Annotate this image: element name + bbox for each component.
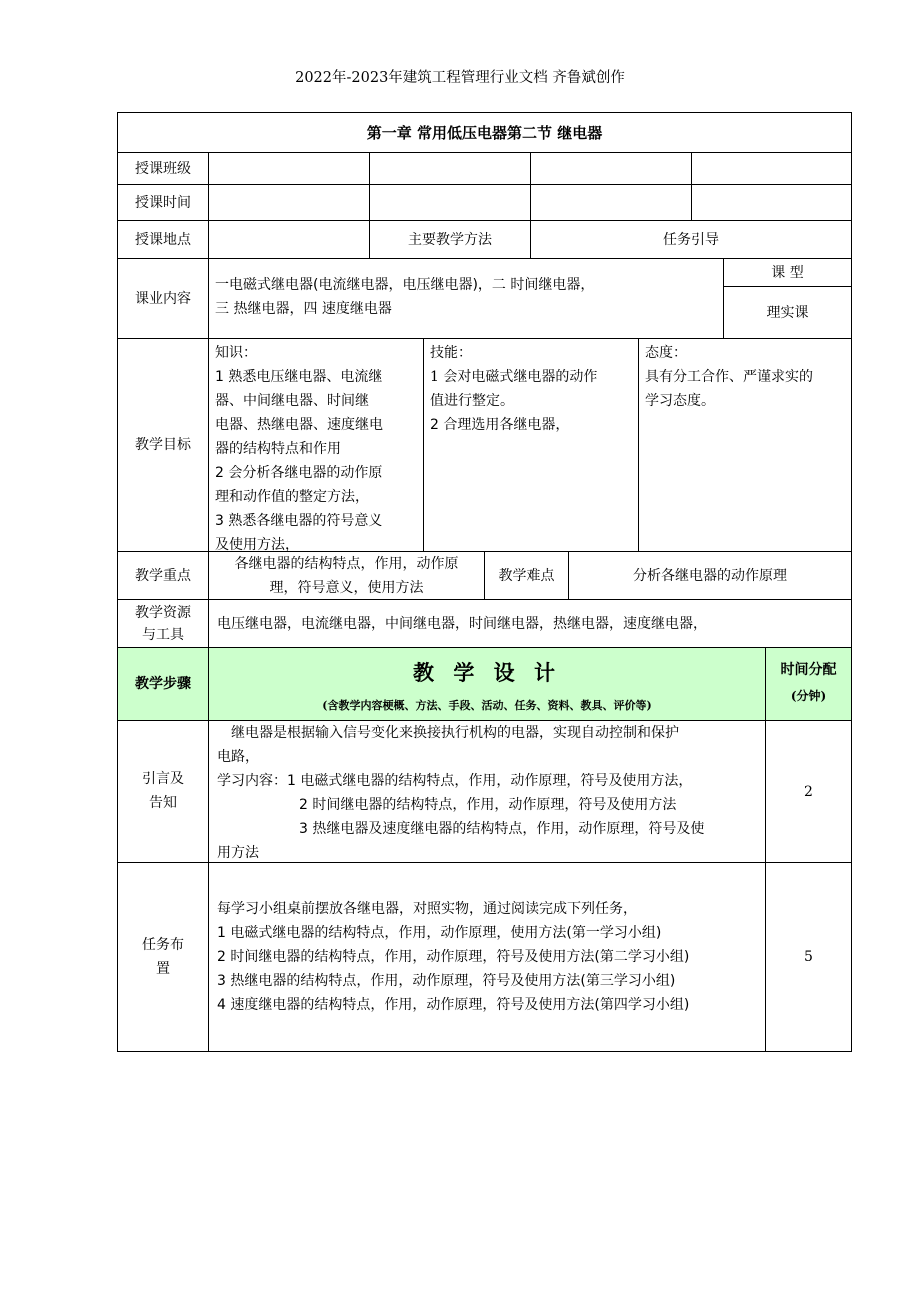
content-value [209, 259, 724, 339]
knowledge-line: 理和动作值的整定方法， [215, 489, 369, 505]
step-line: 3 热继电器及速度继电器的结构特点，作用，动作原理，符号及使 [299, 821, 705, 837]
step-line: 用方法 [217, 845, 259, 861]
step-line: 2 时间继电器的结构特点，作用，动作原理，符号及使用方法 [299, 797, 677, 813]
time-cell-2[interactable] [370, 185, 531, 221]
key-line-2: 理，符号意义，使用方法 [269, 580, 424, 596]
knowledge-line: 器的结构特点和作用 [215, 441, 341, 457]
step-time: 5 [804, 949, 813, 965]
knowledge-line: 1 熟悉电压继电器、电流继 [215, 369, 383, 385]
type-label: 课 型 [724, 259, 851, 287]
step-content [209, 721, 766, 863]
step-line: 3 热继电器的结构特点，作用，动作原理，符号及使用方法(第三学习小组) [217, 973, 676, 989]
design-title: 教 学 设 计 [413, 661, 561, 685]
knowledge-line: 知识： [215, 345, 257, 361]
time-cell-1[interactable] [209, 185, 370, 221]
table-title: 第一章 常用低压电器第二节 继电器 [118, 113, 851, 153]
method-label: 主要教学方法 [370, 221, 531, 259]
skill-line: 值进行整定。 [430, 393, 514, 409]
time-label: 授课时间 [118, 185, 209, 221]
key-line-1: 各继电器的结构特点，作用，动作原 [234, 556, 459, 572]
step-time: 2 [766, 721, 851, 863]
knowledge-line: 器、中间继电器、时间继 [215, 393, 369, 409]
knowledge-line: 电器、热继电器、速度继电 [215, 417, 383, 433]
time-cell-4[interactable] [692, 185, 851, 221]
skill-line: 技能： [430, 345, 472, 361]
resources-label-line-2: 与工具 [142, 627, 184, 643]
knowledge-line: 3 熟悉各继电器的符号意义 [215, 513, 383, 529]
step-line: 电路， [217, 749, 259, 765]
time-allocation-label: 时间分配 [780, 662, 837, 678]
resources-label [118, 600, 209, 648]
lesson-plan-table [117, 112, 852, 1052]
content-line-2: 三 热继电器，四 速度继电器 [215, 301, 392, 317]
resources-value: 电压继电器，电流继电器，中间继电器，时间继电器，热继电器，速度继电器， [209, 600, 851, 648]
content-label: 课业内容 [118, 259, 209, 339]
class-cell-3[interactable] [531, 153, 692, 185]
difficulty-value: 分析各继电器的动作原理 [569, 552, 851, 600]
skill-line: 2 合理选用各继电器， [430, 417, 570, 433]
step-name [118, 863, 209, 1051]
goal-label: 教学目标 [118, 339, 209, 552]
place-cell[interactable] [209, 221, 370, 259]
time-allocation-header [766, 648, 851, 721]
attitude-line: 态度： [645, 345, 687, 361]
resources-label-line-1: 教学资源 [135, 605, 191, 621]
step-line: 学习内容：1 电磁式继电器的结构特点，作用，动作原理，符号及使用方法， [217, 773, 693, 789]
step-line: 2 时间继电器的结构特点，作用，动作原理，符号及使用方法(第二学习小组) [217, 949, 690, 965]
place-label: 授课地点 [118, 221, 209, 259]
step-name-line-2: 告知 [149, 795, 177, 811]
step-line: 4 速度继电器的结构特点，作用，动作原理，符号及使用方法(第四学习小组) [217, 997, 690, 1013]
step-line: 每学习小组桌前摆放各继电器，对照实物，通过阅读完成下列任务， [217, 901, 637, 917]
goal-skill [424, 339, 639, 552]
class-label: 授课班级 [118, 153, 209, 185]
time-cell-3[interactable] [531, 185, 692, 221]
design-subtitle: (含教学内容梗概、方法、手段、活动、任务、资料、教具、评价等) [322, 699, 652, 712]
difficulty-label: 教学难点 [485, 552, 569, 600]
design-header [209, 648, 766, 721]
type-value: 理实课 [724, 287, 851, 339]
step-line: 继电器是根据输入信号变化来换接执行机构的电器，实现自动控制和保护 [231, 725, 679, 741]
time-allocation-unit: (分钟) [790, 689, 827, 703]
knowledge-line: 及使用方法， [215, 537, 299, 553]
step-name-line-1: 任务布 [142, 937, 184, 953]
step-name-line-1: 引言及 [142, 771, 184, 787]
content-line-1: 一电磁式继电器(电流继电器，电压继电器)，二 时间继电器， [215, 277, 595, 293]
knowledge-line: 2 会分析各继电器的动作原 [215, 465, 383, 481]
step-content [209, 863, 766, 1051]
goal-knowledge [209, 339, 424, 552]
attitude-line: 具有分工合作、严谨求实的 [645, 369, 813, 385]
class-cell-4[interactable] [692, 153, 851, 185]
class-cell-1[interactable] [209, 153, 370, 185]
class-cell-2[interactable] [370, 153, 531, 185]
method-value: 任务引导 [531, 221, 851, 259]
key-value [209, 552, 485, 600]
page-header: 2022年-2023年建筑工程管理行业文档 齐鲁斌创作 [295, 70, 625, 86]
steps-label: 教学步骤 [118, 648, 209, 721]
step-name [118, 721, 209, 863]
skill-line: 1 会对电磁式继电器的动作 [430, 369, 598, 385]
step-line: 1 电磁式继电器的结构特点，作用，动作原理，使用方法(第一学习小组) [217, 925, 662, 941]
step-name-line-2: 置 [156, 961, 170, 977]
goal-attitude [639, 339, 851, 552]
attitude-line: 学习态度。 [645, 393, 715, 409]
key-label: 教学重点 [118, 552, 209, 600]
